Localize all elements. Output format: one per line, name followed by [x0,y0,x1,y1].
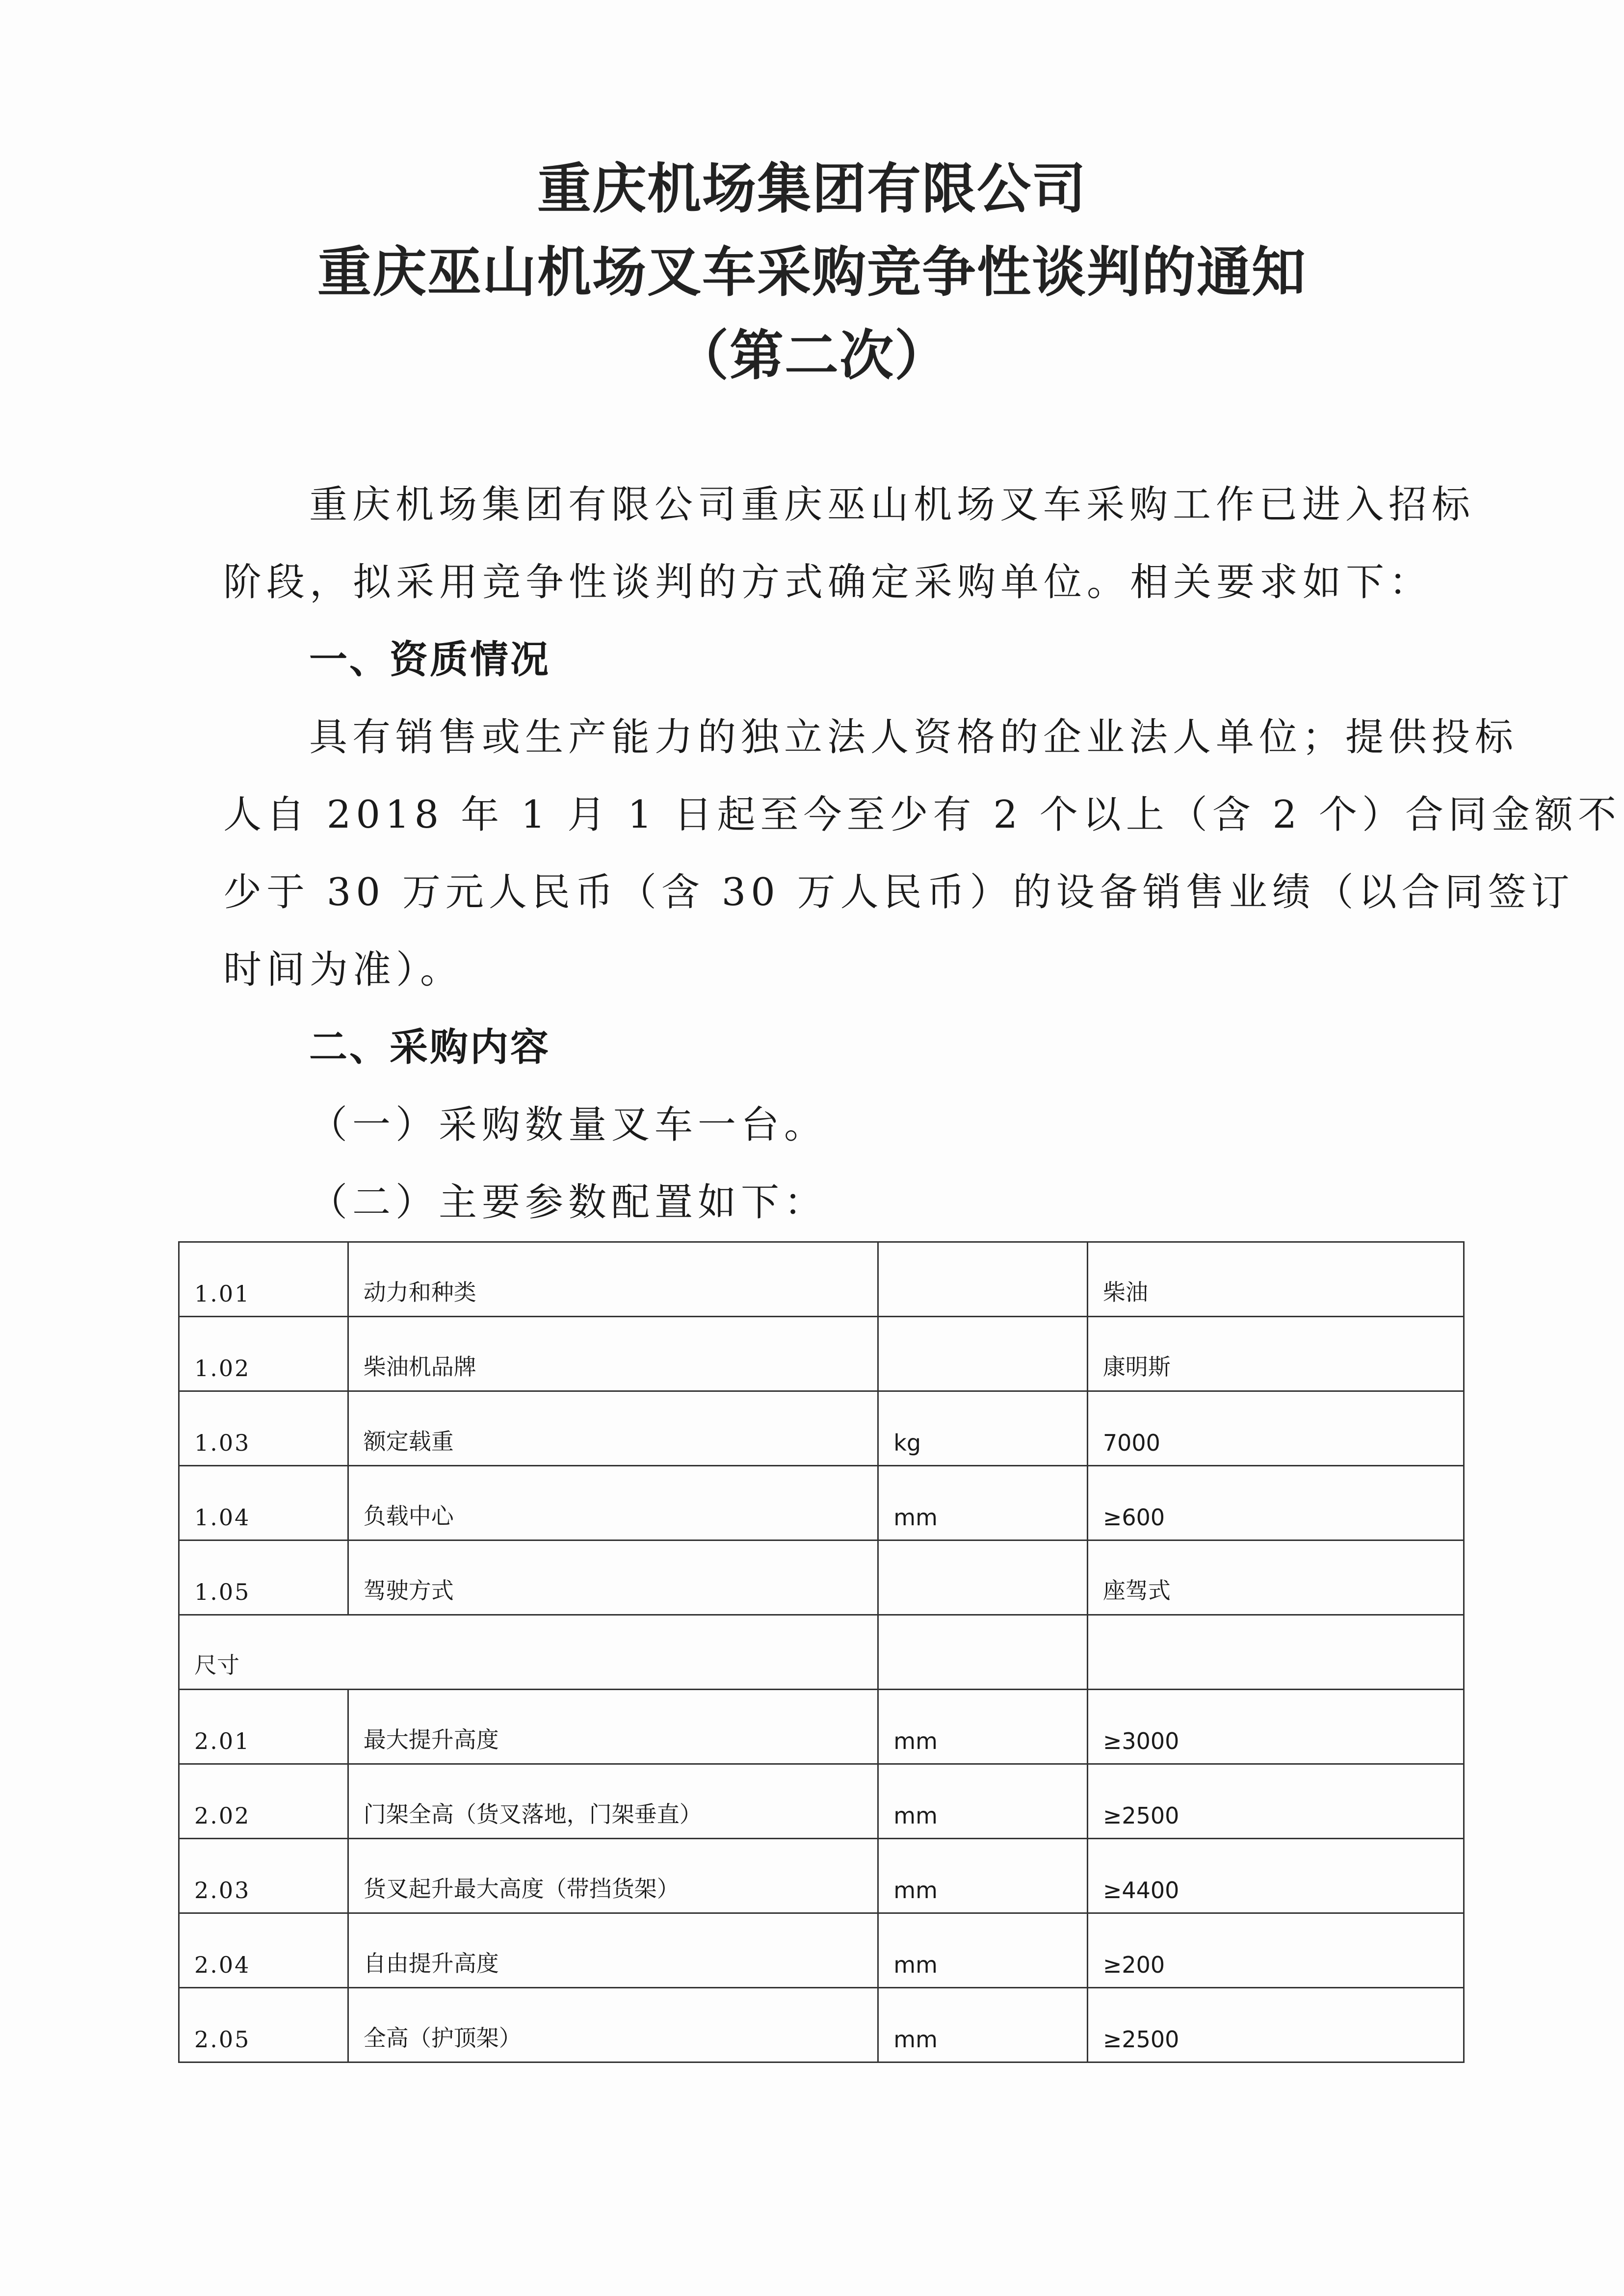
item-name-cell: 门架全高（货叉落地，门架垂直） [348,1764,878,1839]
table-row [179,1839,1464,1913]
section-label-cell: 尺寸 [179,1615,878,1690]
item-number-cell: 2.01 [179,1690,348,1764]
qualification-line-1: 具有销售或生产能力的独立法人资格的企业法人单位；提供投标 [309,715,1519,759]
item-number-cell: 2.02 [179,1764,348,1839]
item-number-cell: 2.04 [179,1913,348,1988]
empty-cell [878,1615,1088,1690]
item-name-cell: 自由提升高度 [348,1913,878,1988]
item-number-cell: 2.05 [179,1988,348,2062]
empty-cell [1087,1615,1464,1690]
item-value-cell: ≥4400 [1087,1839,1464,1913]
intro-line-2: 阶段，拟采用竞争性谈判的方式确定采购单位。相关要求如下： [223,560,1433,604]
item-number-cell: 1.04 [179,1466,348,1540]
item-unit-cell: mm [878,1913,1088,1988]
table-row [179,1690,1464,1764]
item-unit-cell: mm [878,1690,1088,1764]
item-unit-cell: kg [878,1391,1088,1466]
table-row [179,1615,1464,1690]
item-unit-cell [878,1317,1088,1391]
item-name-cell: 额定载重 [348,1391,878,1466]
item-name-cell: 最大提升高度 [348,1690,878,1764]
item-unit-cell: mm [878,1988,1088,2062]
item-value-cell: 柴油 [1087,1242,1464,1317]
item-number-cell: 1.05 [179,1540,348,1615]
item-value-cell: 康明斯 [1087,1317,1464,1391]
item-number-cell: 1.03 [179,1391,348,1466]
table-row [179,1540,1464,1615]
item-name-cell: 柴油机品牌 [348,1317,878,1391]
table-row [179,1317,1464,1391]
item-value-cell: ≥3000 [1087,1690,1464,1764]
item-unit-cell [878,1540,1088,1615]
item-value-cell: ≥2500 [1087,1764,1464,1839]
item-name-cell: 货叉起升最大高度（带挡货架） [348,1839,878,1913]
item-value-cell: 座驾式 [1087,1540,1464,1615]
intro-line-1: 重庆机场集团有限公司重庆巫山机场叉车采购工作已进入招标 [309,483,1475,527]
qualification-line-2: 人自 2018 年 1 月 1 日起至今至少有 2 个以上（含 2 个）合同金额不 [223,793,1621,837]
item-name-cell: 全高（护顶架） [348,1988,878,2062]
item-name-cell: 动力和种类 [348,1242,878,1317]
item-number-cell: 1.02 [179,1317,348,1391]
item-number-cell: 1.01 [179,1242,348,1317]
item-name-cell: 负载中心 [348,1466,878,1540]
item-value-cell: ≥200 [1087,1913,1464,1988]
item-number-cell: 2.03 [179,1839,348,1913]
table-row [179,1764,1464,1839]
title-line-3: （第二次） [675,324,949,387]
table-row [179,1913,1464,1988]
title-line-2: 重庆巫山机场叉车采购竞争性谈判的通知 [317,241,1307,304]
spec-table-body [179,1242,1464,2062]
item-unit-cell [878,1242,1088,1317]
table-row [179,1988,1464,2062]
procurement-item-1: （一）采购数量叉车一台。 [309,1103,828,1147]
title-line-1: 重庆机场集团有限公司 [537,157,1087,220]
spec-table [178,1241,1465,2063]
item-unit-cell: mm [878,1839,1088,1913]
procurement-item-2: （二）主要参数配置如下： [309,1180,828,1225]
qualification-line-4: 时间为准）。 [223,948,464,992]
section-heading-qualification: 一、资质情况 [309,638,551,682]
item-name-cell: 驾驶方式 [348,1540,878,1615]
table-row [179,1466,1464,1540]
table-row [179,1391,1464,1466]
item-value-cell: ≥600 [1087,1466,1464,1540]
document-title [0,147,1624,397]
item-value-cell: ≥2500 [1087,1988,1464,2062]
table-row [179,1242,1464,1317]
section-heading-procurement: 二、采购内容 [309,1025,551,1070]
item-value-cell: 7000 [1087,1391,1464,1466]
item-unit-cell: mm [878,1764,1088,1839]
qualification-line-3: 少于 30 万元人民币（含 30 万人民币）的设备销售业绩（以合同签订 [223,870,1574,914]
item-unit-cell: mm [878,1466,1088,1540]
